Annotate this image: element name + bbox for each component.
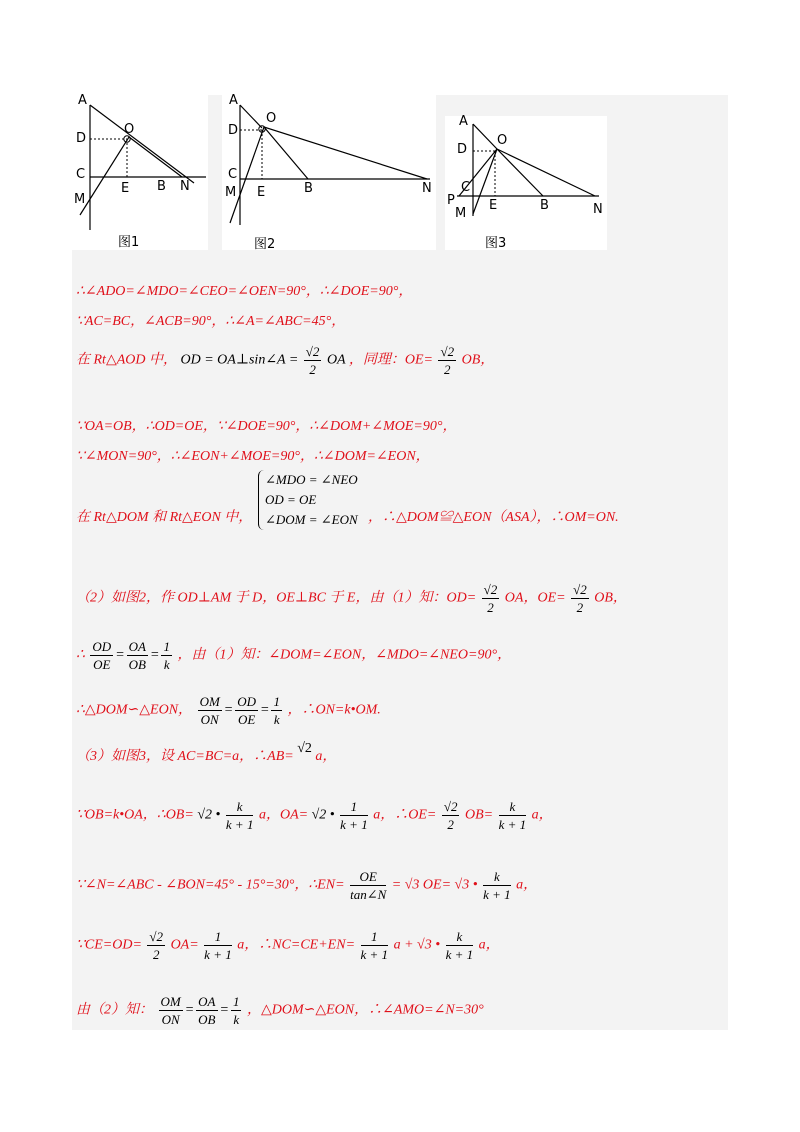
point-label-e: E: [121, 181, 130, 196]
point-label-e: E: [257, 185, 266, 200]
point-label-p: P: [447, 193, 455, 208]
system-row: OD = OE: [265, 492, 317, 507]
solution-line-12: ∵∠N=∠ABC - ∠BON=45° - 15°=30°，∴EN= $\frac{OE}{\tan\angle N}$ = √3 OE= √3 • $\frac{k}{k + 1}$ a，: [76, 869, 538, 902]
point-label-c: C: [76, 167, 86, 182]
line-3-prefix: 在 Rt△AOD 中，: [76, 352, 177, 368]
line-3-expression: OD = OA⊥sin∠A =: [180, 352, 299, 368]
fraction: $\frac{√2}{2}$: [440, 344, 455, 377]
point-label-n: N: [422, 181, 432, 196]
solution-line-3: [76, 345, 494, 376]
figure-1: [72, 95, 208, 250]
figure-2-caption: 图2: [254, 237, 276, 252]
solution-line-9: ∴△DOM∽△EON， $\frac{OM}{ON}$ = $\frac{OD}{OE}$ = $\frac{1}{k}$ ，∴ON=k•OM.: [76, 694, 381, 727]
point-label-d: D: [457, 142, 468, 157]
point-label-b: B: [304, 181, 313, 196]
point-label-b: B: [157, 179, 166, 194]
point-label-d: D: [76, 131, 87, 146]
line-6-prefix: 在 Rt△DOM 和 Rt△EON 中，: [76, 510, 253, 525]
point-label-o: O: [266, 111, 277, 126]
point-label-c: C: [228, 167, 238, 182]
system-row: ∠DOM = ∠EON: [265, 512, 358, 527]
solution-line-13: ∵CE=OD= $\frac{√2}{2}$ OA= $\frac{1}{k + 1}$ a，∴NC=CE+EN= $\frac{1}{k + 1}$ a + √3 • $\frac{k}{k + 1}$ a，: [76, 929, 500, 962]
figure-2: [222, 95, 436, 250]
solution-line-8: ∴ $\frac{OD}{OE}$ = $\frac{OA}{OB}$ = $\frac{1}{k}$ ，由（1）知：∠DOM=∠EON，∠MDO=∠NEO=90°，: [76, 639, 512, 672]
figure-2-diagram: [222, 95, 436, 250]
point-label-o: O: [497, 133, 508, 148]
point-label-e: E: [489, 198, 498, 213]
point-label-m: M: [74, 192, 86, 207]
point-label-o: O: [124, 122, 135, 137]
line-3-end: OB，: [461, 352, 495, 368]
point-label-a: A: [459, 114, 468, 129]
point-label-m: M: [225, 185, 237, 200]
solution-line-10: （3）如图3，设 AC=BC=a，∴AB= √2 a，: [76, 741, 337, 764]
point-label-m: M: [455, 206, 467, 221]
figure-1-caption: 图1: [118, 235, 140, 250]
point-label-n: N: [180, 179, 190, 194]
solution-line-14: 由（2）知： $\frac{OM}{ON}$ = $\frac{OA}{OB}$ = $\frac{1}{k}$ ，△DOM∽△EON，∴∠AMO=∠N=30°: [76, 994, 484, 1027]
solution-line-6: [76, 506, 252, 526]
solution-line-2: ∵AC=BC，∠ACB=90°，∴∠A=∠ABC=45°，: [76, 314, 346, 329]
point-label-a: A: [229, 93, 238, 108]
point-label-c: C: [461, 180, 471, 195]
point-label-a: A: [78, 93, 87, 108]
figure-3: [445, 116, 607, 250]
solution-line-1: ∴∠ADO=∠MDO=∠CEO=∠OEN=90°，∴∠DOE=90°，: [76, 284, 413, 299]
solution-line-7: （2）如图2，作 OD⊥AM 于 D，OE⊥BC 于 E，由（1）知：OD= $\frac{√2}{2}$ OA，OE= $\frac{√2}{2}$ OB，: [76, 582, 627, 615]
solution-line-11: ∵OB=k•OA，∴OB= √2 • $\frac{k}{k + 1}$ a，OA= √2 • $\frac{1}{k + 1}$ a，∴OE= $\frac{√2}{2}$ OB= $\frac{k}{k + 1}$ a，: [76, 799, 553, 832]
point-label-n: N: [593, 202, 603, 217]
fraction: $\frac{√2}{2}$: [305, 344, 320, 377]
line-3-middle: ，同理：OE=: [348, 352, 433, 368]
point-label-d: D: [228, 123, 239, 138]
equation-system: [258, 470, 358, 530]
line-3-tail: OA: [326, 352, 346, 368]
system-row: ∠MDO = ∠NEO: [265, 472, 358, 487]
solution-line-5: ∵∠MON=90°，∴∠EON+∠MOE=90°，∴∠DOM=∠EON，: [76, 449, 430, 464]
figure-3-caption: 图3: [485, 236, 507, 251]
figure-1-diagram: [72, 95, 208, 250]
line-6-conclusion: ，∴△DOM≌△EON（ASA），∴OM=ON.: [368, 510, 619, 525]
solution-line-4: ∵OA=OB，∴OD=OE，∵∠DOE=90°，∴∠DOM+∠MOE=90°，: [76, 419, 457, 434]
point-label-b: B: [540, 198, 549, 213]
